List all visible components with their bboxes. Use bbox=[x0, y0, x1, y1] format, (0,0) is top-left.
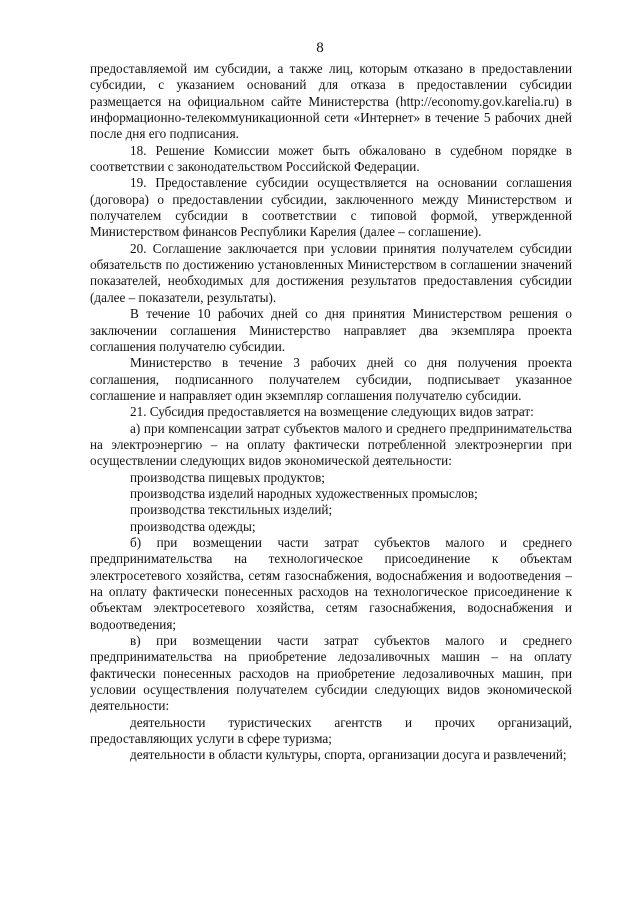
paragraph-21-a: а) при компенсации затрат субъектов малого и среднего предпринимательства на электроэнергию – на оплату фактически потребленной электроэнергии при осуществлении следующих видов экономической деятельности: bbox=[90, 420, 572, 469]
paragraph-continuation: предоставляемой им субсидии, а также лиц, которым отказано в предоставлении субсидии, с указанием оснований для отказа в предоставлении субсидии размещается на официальном сайте Министерства (http://economy.gov.karelia.ru) в информационно-телекоммуникационной сети «Интернет» в течение 5 рабочих дней после дня его подписания. bbox=[90, 61, 572, 142]
paragraph-20-signing: Министерство в течение 3 рабочих дней со дня получения проекта соглашения, подписанного получателем субсидии, подписывает указанное соглашение и направляет один экземпляр соглашения получателю субсидии. bbox=[90, 355, 572, 403]
paragraph-20-term: В течение 10 рабочих дней со дня принятия Министерством решения о заключении соглашения Министерство направляет два экземпляра проекта соглашения получателю субсидии. bbox=[90, 306, 572, 354]
paragraph-21-b: б) при возмещении части затрат субъектов малого и среднего предпринимательства на технологическое присоединение к объектам электросетевого хозяйства, сетям газоснабжения, водоснабжения и водоотведения – на оплату фактически понесенных расходов на технологическое присоединение к объектам электросетевого хозяйства, сетям газоснабжения, водоснабжения и водоотведения; bbox=[90, 534, 572, 632]
list-item: деятельности в области культуры, спорта, организации досуга и развлечений; bbox=[130, 747, 567, 763]
page-number: 8 bbox=[316, 40, 324, 56]
paragraph-20: 20. Соглашение заключается при условии принятия получателем субсидии обязательств по достижению установленных Министерством в соглашении значений показателей, необходимых для достижения результатов предоставления субсидии (далее – показатели, результаты). bbox=[90, 240, 572, 305]
paragraph-21: 21. Субсидия предоставляется на возмещение следующих видов затрат: bbox=[130, 404, 534, 420]
document-body bbox=[90, 61, 572, 764]
list-item: деятельности туристических агентств и прочих организаций, предоставляющих услуги в сфере туризма; bbox=[90, 714, 572, 747]
list-item: производства пищевых продуктов; bbox=[130, 469, 325, 485]
list-item: производства одежды; bbox=[130, 518, 256, 534]
paragraph-18: 18. Решение Комиссии может быть обжаловано в судебном порядке в соответствии с законодательством Российской Федерации. bbox=[90, 142, 572, 175]
paragraph-21-v: в) при возмещении части затрат субъектов малого и среднего предпринимательства на приобретение ледозаливочных машин – на оплату фактически понесенных расходов на приобретение ледозаливочных машин, при условии осуществления получателем субсидии следующих видов экономической деятельности: bbox=[90, 633, 572, 714]
list-item: производства текстильных изделий; bbox=[130, 502, 333, 518]
paragraph-19: 19. Предоставление субсидии осуществляется на основании соглашения (договора) о предоставлении субсидии, заключенного между Министерством и получателем субсидии в соответствии с типовой формой, утвержденной Министерством финансов Республики Карелия (далее – соглашение). bbox=[90, 175, 572, 240]
list-item: производства изделий народных художественных промыслов; bbox=[130, 485, 478, 501]
